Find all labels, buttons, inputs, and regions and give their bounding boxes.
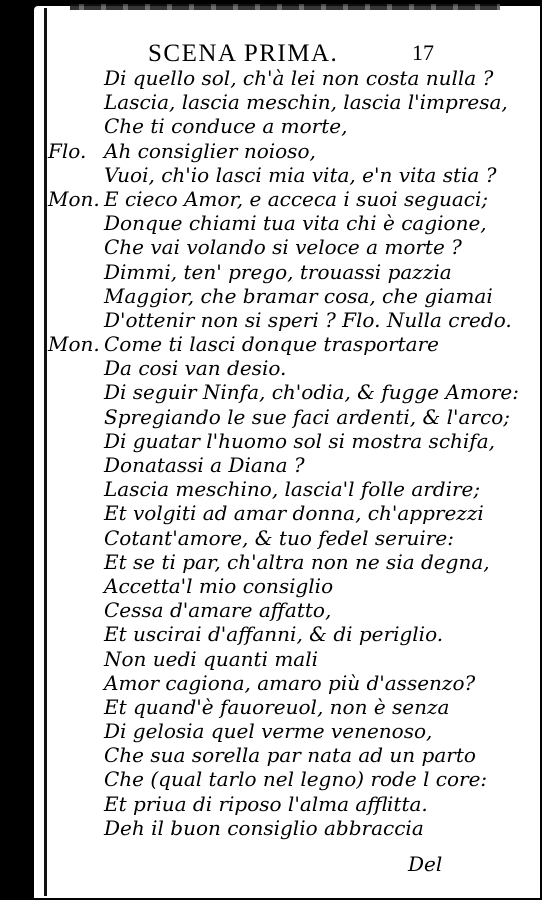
verse-text: Dimmi, ten' prego, trouassi pazzia	[104, 259, 452, 284]
verse-line	[0, 405, 542, 429]
verse-line	[0, 380, 542, 404]
verse-text: Di guatar l'huomo sol si mostra schifa,	[104, 428, 495, 453]
running-head: SCENA PRIMA.	[148, 40, 339, 67]
verse-text: Et se ti par, ch'altra non ne sia degna,	[104, 549, 490, 574]
speaker-label: Flo.	[48, 138, 87, 163]
verse-text: Che ti conduce a morte,	[104, 114, 348, 139]
verse-line	[0, 671, 542, 695]
verse-text: Che sua sorella par nata ad un parto	[104, 743, 476, 768]
verse-line	[0, 66, 542, 90]
verse-line	[0, 477, 542, 501]
verse-text: Spregiando le sue faci ardenti, & l'arco;	[104, 404, 510, 429]
verse-line	[0, 719, 542, 743]
verse-line	[0, 574, 542, 598]
verse-line	[0, 526, 542, 550]
verse-line	[0, 211, 542, 235]
verse-line	[0, 235, 542, 259]
verse-text: Come ti lasci donque trasportare	[104, 332, 439, 357]
verse-line	[0, 550, 542, 574]
verse-text: Et priua di riposo l'alma afflitta.	[104, 791, 428, 816]
verse-text: Ah consiglier noioso,	[104, 138, 316, 163]
verse-text: E cieco Amor, e acceca i suoi seguaci;	[104, 186, 489, 211]
verse-text: Et quand'è fauoreuol, non è senza	[104, 694, 450, 719]
verse-text: Lascia meschino, lascia'l folle ardire;	[104, 477, 481, 502]
verse-line	[0, 453, 542, 477]
verse-text: Che vai volando si veloce a morte ?	[104, 235, 462, 260]
verse-line	[0, 284, 542, 308]
verse-line	[0, 501, 542, 525]
verse-line	[0, 695, 542, 719]
page-number: 17	[412, 40, 434, 65]
verse-text: Et uscirai d'affanni, & di periglio.	[104, 622, 444, 647]
verse-text: Che (qual tarlo nel legno) rode l core:	[104, 767, 488, 792]
verse-line	[0, 114, 542, 138]
verse-line	[0, 622, 542, 646]
verse-line	[0, 767, 542, 791]
page-top-edge	[70, 4, 500, 10]
verse-text: Cessa d'amare affatto,	[104, 598, 332, 623]
verse-text: Donque chiami tua vita chi è cagione,	[104, 211, 487, 236]
verse-text: Di quello sol, ch'à lei non costa nulla ?	[104, 66, 494, 90]
verse-line	[0, 816, 542, 840]
verse-text: Et volgiti ad amar donna, ch'apprezzi	[104, 501, 484, 526]
verse-line	[0, 308, 542, 332]
verse-lines	[0, 66, 542, 840]
verse-text: Accetta'l mio consiglio	[104, 573, 334, 598]
verse-text: Maggior, che bramar cosa, che giamai	[104, 283, 493, 308]
verse-text: Di seguir Ninfa, ch'odia, & fugge Amore:	[104, 380, 519, 405]
verse-line	[0, 260, 542, 284]
verse-line	[0, 792, 542, 816]
speaker-label: Mon.	[48, 186, 100, 211]
verse-line	[0, 356, 542, 380]
verse-text: Non uedi quanti mali	[104, 646, 319, 671]
verse-line	[0, 598, 542, 622]
verse-text: Lascia, lascia meschin, lascia l'impresa,	[104, 90, 508, 115]
verse-text: D'ottenir non si speri ? Flo. Nulla credo.	[104, 307, 512, 332]
verse-line	[0, 139, 542, 163]
verse-text: Amor cagiona, amaro più d'assenzo?	[104, 670, 476, 695]
verse-line	[0, 647, 542, 671]
verse-line	[0, 743, 542, 767]
verse-line	[0, 429, 542, 453]
speaker-label: Mon.	[48, 332, 100, 357]
verse-text: Da cosi van desio.	[104, 356, 287, 381]
verse-line	[0, 187, 542, 211]
verse-line	[0, 332, 542, 356]
catchword: Del	[408, 852, 443, 876]
verse-text: Cotant'amore, & tuo fedel seruire:	[104, 525, 454, 550]
verse-line	[0, 90, 542, 114]
verse-text: Donatassi a Diana ?	[104, 453, 305, 477]
verse-line	[0, 163, 542, 187]
verse-text: Di gelosia quel verme venenoso,	[104, 719, 433, 744]
verse-text: Deh il buon consiglio abbraccia	[104, 815, 424, 840]
verse-text: Vuoi, ch'io lasci mia vita, e'n vita stia ?	[104, 162, 497, 187]
